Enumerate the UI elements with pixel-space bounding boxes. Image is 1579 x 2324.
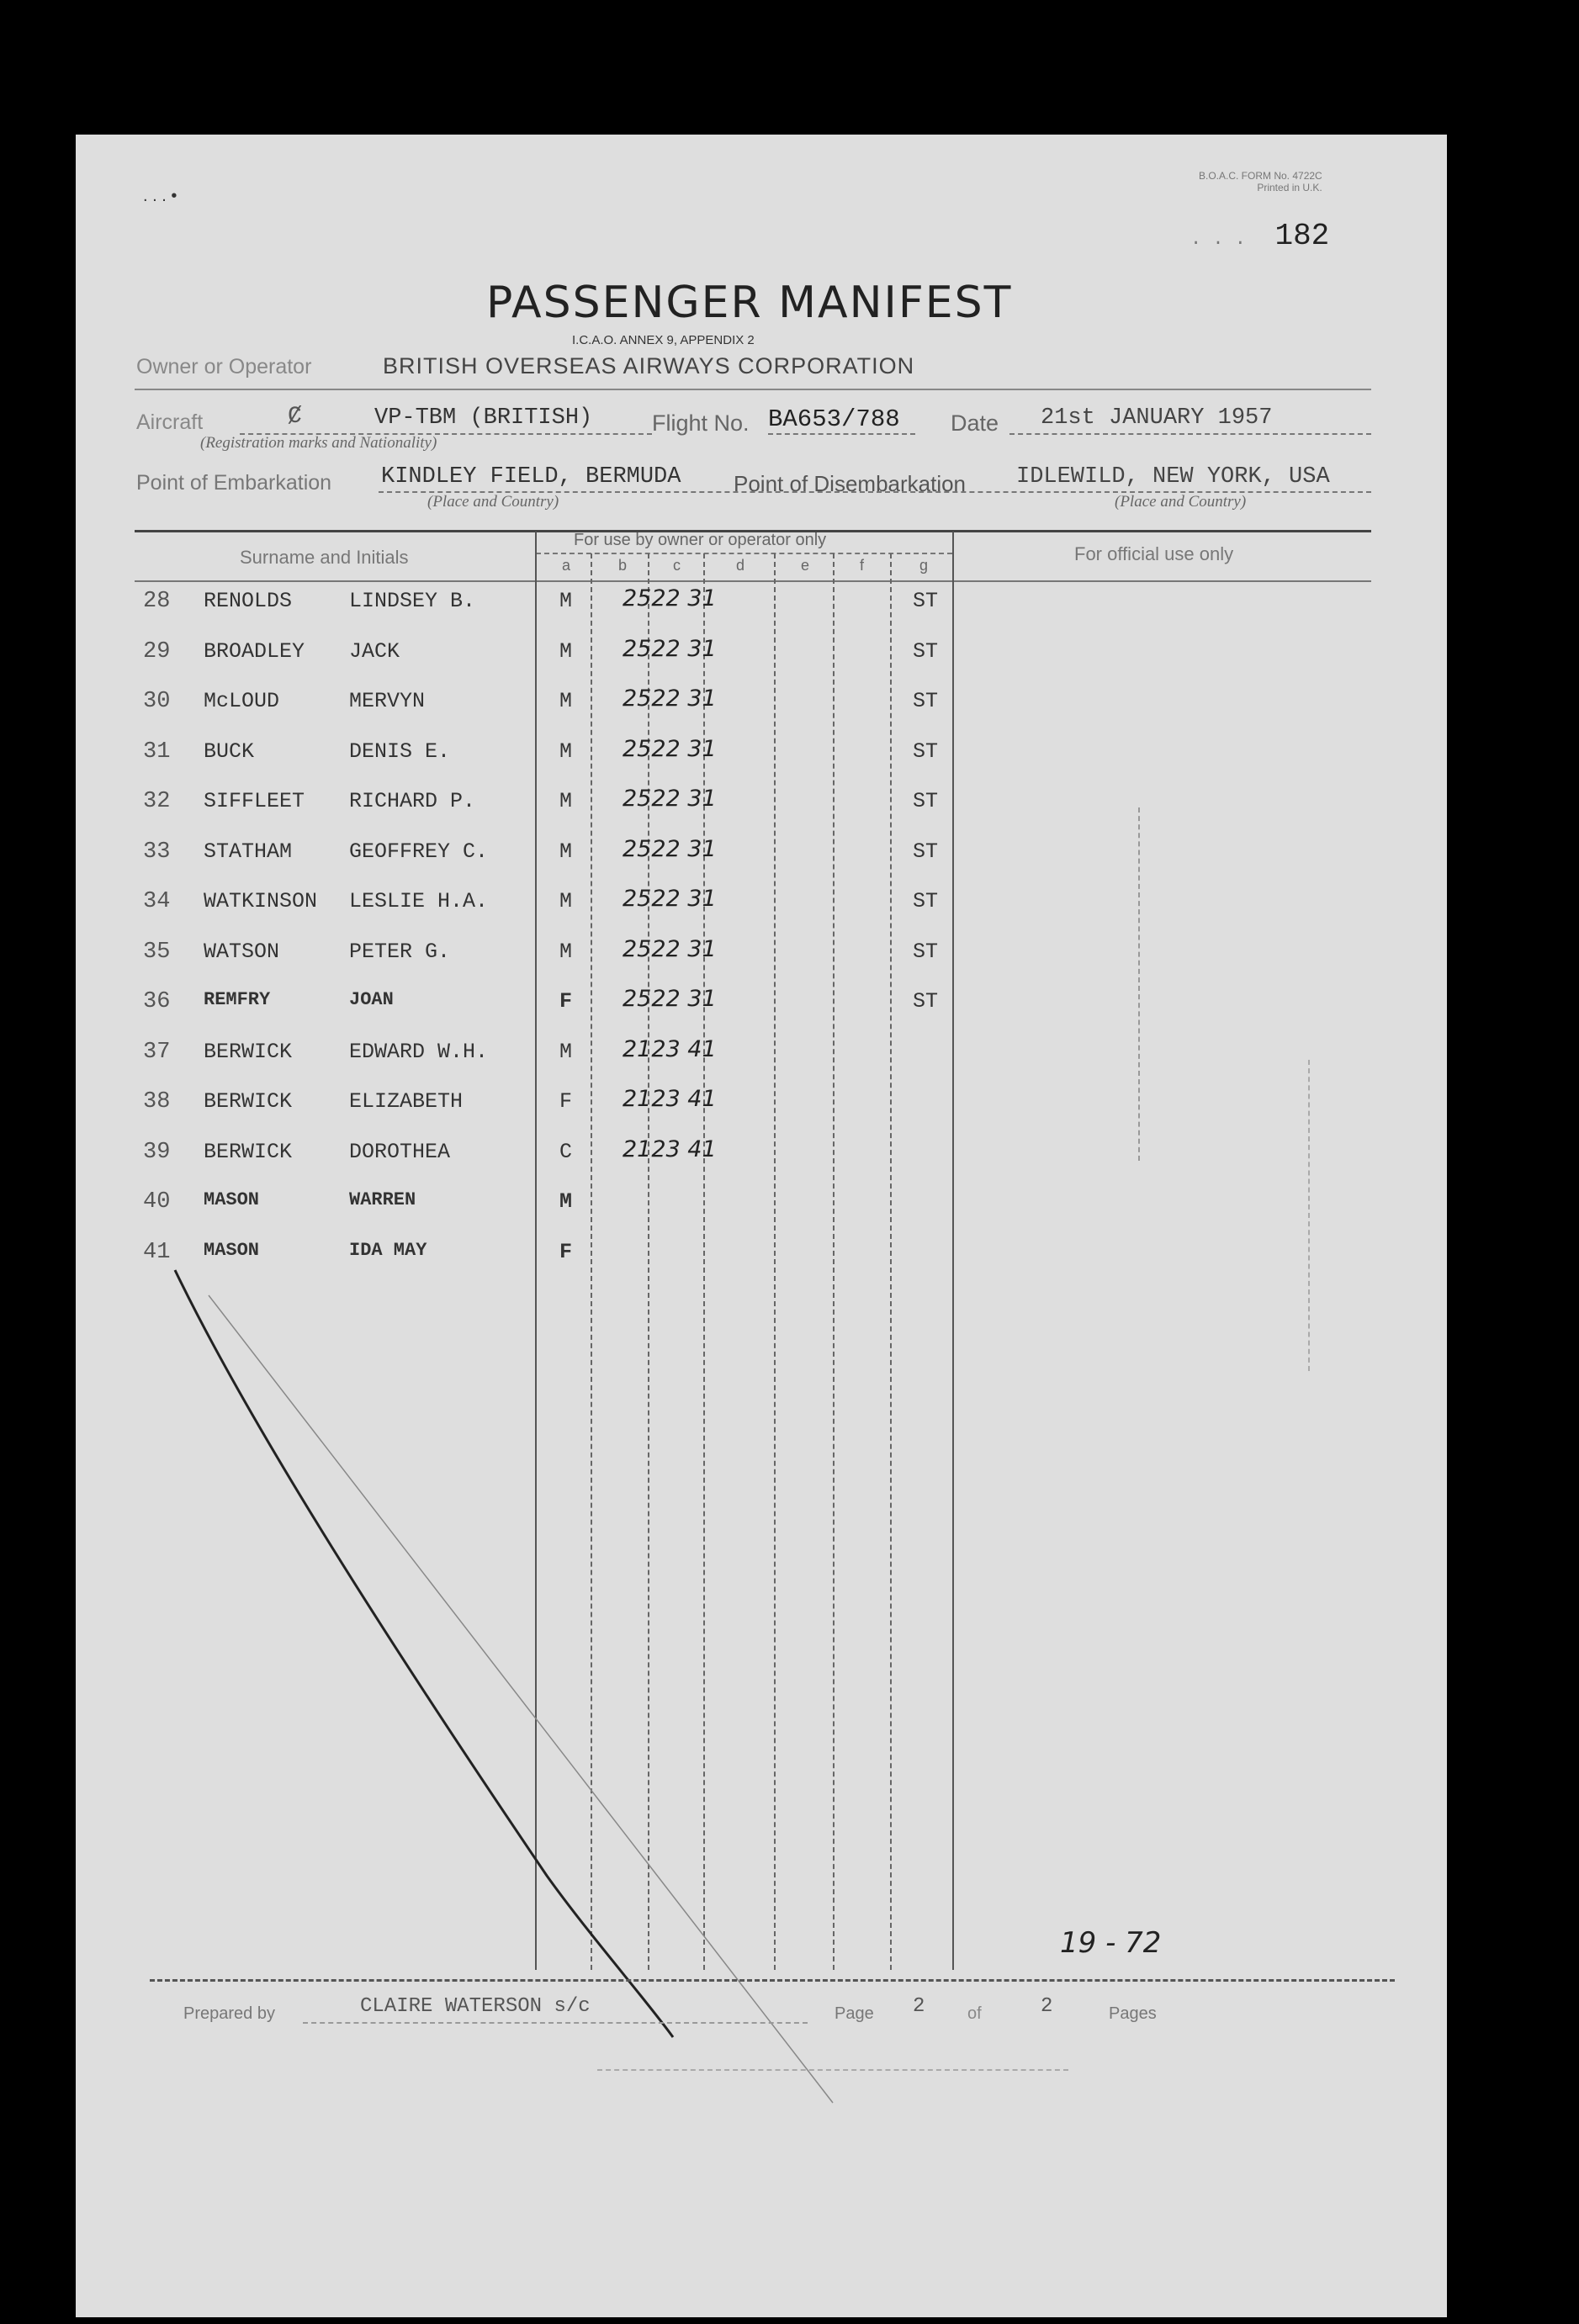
aircraft-mark: Ȼ [288,404,302,430]
row-surname: WATKINSON [204,889,318,913]
row-ticket-ref: 2522 31 [623,635,717,662]
row-ticket-ref: 2123 41 [623,1086,717,1112]
row-sex: C [559,1139,573,1164]
row-status-code: ST [913,789,939,813]
row-sex: F [559,989,573,1014]
row-given-name: PETER G. [349,939,451,964]
flight-value: BA653/788 [768,405,900,433]
row-sex: M [559,589,573,613]
aircraft-label: Aircraft [136,410,204,434]
row-given-name: JOAN [349,989,394,1010]
embark-place-note: (Place and Country) [427,493,559,511]
row-status-code: ST [913,689,939,713]
row-number: 36 [143,989,171,1014]
row-number: 41 [143,1239,171,1265]
of-label: of [967,2004,982,2023]
prepared-rule [303,2022,808,2024]
row-given-name: EDWARD W.H. [349,1039,489,1064]
cancel-strike-lines [76,135,1447,2317]
col-header-surname: Surname and Initials [240,547,409,568]
row-surname: STATHAM [204,839,293,864]
row-surname: BERWICK [204,1139,293,1164]
disembark-place-note: (Place and Country) [1115,493,1247,511]
row-status-code: ST [913,638,939,664]
row-given-name: RICHARD P. [349,789,476,813]
row-ticket-ref: 2123 41 [623,1136,717,1162]
footer-rule [150,1979,1395,1982]
row-sex: M [559,689,573,713]
row-surname: BUCK [204,738,255,764]
col-letter-b: b [618,557,628,574]
row-number: 34 [143,889,171,914]
row-given-name: ELIZABETH [349,1089,464,1114]
col-letter-g: g [919,557,929,574]
row-number: 30 [143,689,171,714]
date-label: Date [951,410,999,436]
row-sex: M [559,889,573,913]
row-ticket-ref: 2522 31 [623,735,717,762]
row-ticket-ref: 2522 31 [623,835,717,862]
row-status-code: ST [913,839,939,864]
aircraft-note: (Registration marks and Nationality) [200,434,437,452]
row-number: 38 [143,1089,171,1114]
row-number: 28 [143,589,171,614]
manifest-page [76,135,1447,2317]
disembark-value: IDLEWILD, NEW YORK, USA [1016,464,1330,490]
disembark-label: Point of Disembarkation [734,471,967,496]
col-letter-c: c [673,557,681,574]
row-given-name: LINDSEY B. [349,589,476,613]
col-header-operator: For use by owner or operator only [574,531,827,549]
flight-label: Flight No. [652,410,750,436]
page-label: Page [835,2004,874,2023]
row-surname: MASON [204,1189,260,1210]
row-surname: REMFRY [204,989,271,1010]
row-number: 33 [143,839,171,865]
row-status-code: ST [913,589,939,613]
row-sex: M [559,738,573,764]
aircraft-value: VP-TBM (BRITISH) [374,405,593,431]
row-surname: BERWICK [204,1089,293,1114]
row-sex: M [559,638,573,664]
handwritten-total: 19 - 72 [1060,1926,1162,1960]
embark-value: KINDLEY FIELD, BERMUDA [381,464,681,490]
page-number: 182 [1274,219,1330,253]
page-number-stamp: . . . 182 [1190,219,1330,253]
row-number: 39 [143,1139,171,1165]
stray-dots: . . . • [143,187,178,205]
owner-label: Owner or Operator [136,355,312,379]
row-status-code: ST [913,989,939,1014]
prepared-label: Prepared by [183,2004,275,2023]
col-letter-d: d [736,557,745,574]
row-given-name: GEOFFREY C. [349,839,489,864]
col-letter-f: f [860,557,865,574]
row-given-name: IDA MAY [349,1239,427,1261]
row-number: 35 [143,939,171,965]
prepared-value: CLAIRE WATERSON s/c [360,1995,591,2018]
row-surname: WATSON [204,939,280,964]
row-sex: F [559,1239,573,1264]
perforation-line [597,2069,1068,2071]
row-sex: M [559,839,573,864]
row-number: 29 [143,638,171,664]
row-number: 31 [143,738,171,765]
owner-value: BRITISH OVERSEAS AIRWAYS CORPORATION [383,353,915,379]
row-surname: RENOLDS [204,589,293,613]
row-sex: M [559,789,573,813]
row-sex: M [559,1189,573,1214]
row-surname: SIFFLEET [204,789,305,813]
row-surname: MASON [204,1239,260,1261]
row-status-code: ST [913,939,939,964]
of-value: 2 [1041,1995,1053,2018]
row-status-code: ST [913,889,939,913]
row-surname: McLOUD [204,689,280,713]
row-number: 32 [143,789,171,814]
row-number: 40 [143,1189,171,1215]
row-given-name: WARREN [349,1189,416,1210]
form-reference: B.O.A.C. FORM No. 4722C Printed in U.K. [1199,170,1322,193]
row-status-code: ST [913,738,939,764]
row-ticket-ref: 2522 31 [623,786,717,812]
col-letter-a: a [562,557,571,574]
row-given-name: DENIS E. [349,738,451,764]
date-value: 21st JANUARY 1957 [1041,405,1273,431]
row-ticket-ref: 2522 31 [623,886,717,912]
embark-label: Point of Embarkation [136,471,332,495]
col-header-official: For official use only [1074,543,1234,564]
row-given-name: MERVYN [349,689,426,713]
row-ticket-ref: 2522 31 [623,686,717,712]
row-ticket-ref: 2522 31 [623,986,717,1012]
row-sex: M [559,1039,573,1064]
row-given-name: LESLIE H.A. [349,889,489,913]
row-sex: M [559,939,573,964]
page-value: 2 [913,1995,925,2018]
row-given-name: JACK [349,638,400,664]
row-surname: BROADLEY [204,638,305,664]
manifest-title: PASSENGER MANIFEST [486,278,1013,328]
pages-label: Pages [1109,2004,1157,2023]
row-number: 37 [143,1039,171,1065]
row-given-name: DOROTHEA [349,1139,451,1164]
row-ticket-ref: 2123 41 [623,1035,717,1062]
row-ticket-ref: 2522 31 [623,585,717,611]
row-surname: BERWICK [204,1039,293,1064]
manifest-subtitle: I.C.A.O. ANNEX 9, APPENDIX 2 [572,333,755,347]
row-sex: F [559,1089,573,1114]
row-ticket-ref: 2522 31 [623,935,717,962]
col-letter-e: e [801,557,810,574]
